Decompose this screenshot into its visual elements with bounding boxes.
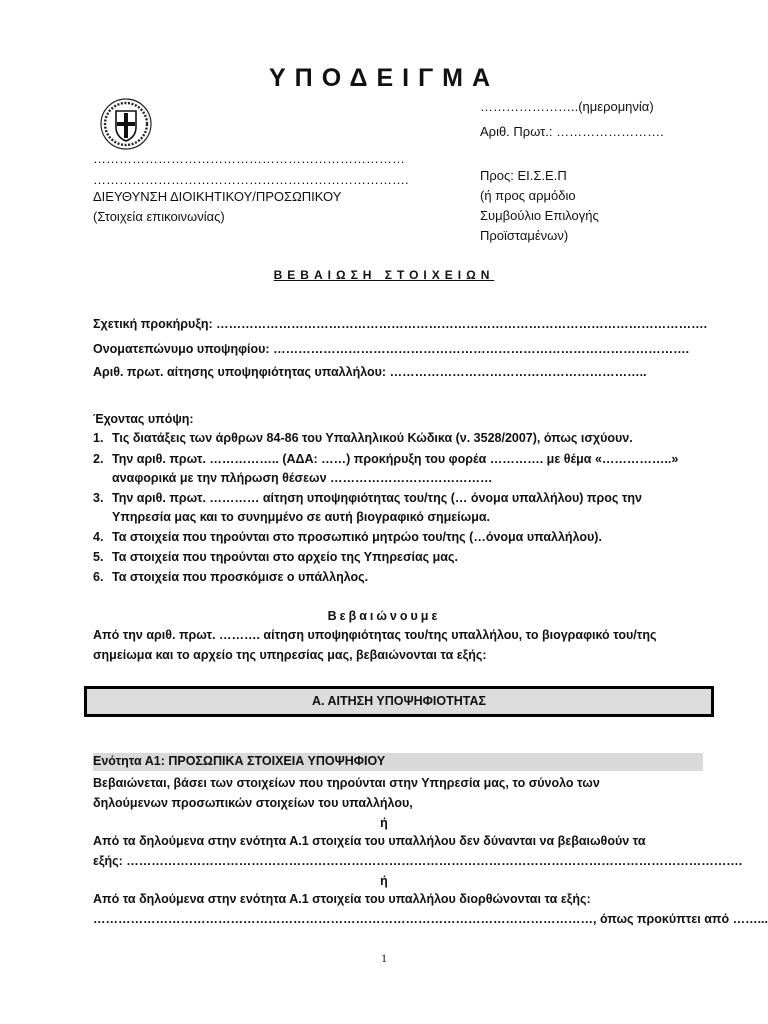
list-item-number: 4. [93,530,104,544]
application-number-field: Αριθ. πρωτ. αίτησης υποψηφιότητας υπαλλήλου: …………………………………………………….. [93,365,647,379]
protocol-number-field: Αριθ. Πρωτ.: ……………………. [480,124,664,139]
greek-coat-of-arms-seal [99,97,153,151]
unit-a1-paragraph-2-line-2: εξής: …………………………………………………………………………………………………………………………………. [93,854,743,868]
certify-paragraph-line-2: σημείωμα και το αρχείο της υπηρεσίας μας, βεβαιώνονται τα εξής: [93,648,487,662]
list-item-text: Τα στοιχεία που προσκόμισε ο υπάλληλος. [112,570,369,584]
unit-a1-heading: Ενότητα Α1: ΠΡΟΣΩΠΙΚΑ ΣΤΟΙΧΕΙΑ ΥΠΟΨΗΦΙΟΥ [93,754,386,768]
list-item-text: Τα στοιχεία που τηρούνται στο προσωπικό μητρώο του/της (…όνομα υπαλλήλου). [112,530,602,544]
list-item-text: Την αριθ. πρωτ. ………… αίτηση υποψηφιότητας του/της (… όνομα υπαλλήλου) προς την [112,491,643,505]
unit-a1-paragraph-3-line-2: …………………………………………………………………………………………………………, όπως προκύπτει από ……... [93,912,768,926]
list-item-text: Τα στοιχεία που τηρούνται στο αρχείο της Υπηρεσίας μας. [112,550,458,564]
list-item-number: 5. [93,550,104,564]
or-separator: ή [380,816,388,830]
list-item-text: Τις διατάξεις των άρθρων 84-86 του Υπαλληλικού Κώδικα (ν. 3528/2007), όπως ισχύουν. [112,431,633,445]
considering-list [93,431,703,591]
recipient-line-2: (ή προς αρμόδιο [480,188,576,203]
contact-details-label: (Στοιχεία επικοινωνίας) [93,209,225,224]
certificate-subtitle: ΒΕΒΑΙΩΣΗ ΣΤΟΙΧΕΙΩΝ [273,268,495,282]
section-a-header-box [84,686,714,717]
directorate-label: ΔΙΕΥΘΥΝΣΗ ΔΙΟΙΚΗΤΙΚΟΥ/ΠΡΟΣΩΠΙΚΟΥ [93,189,342,204]
certify-paragraph-line-1: Από την αριθ. πρωτ. ………. αίτηση υποψηφιότητας του/της υπαλλήλου, το βιογραφικό του/της [93,628,657,642]
certify-heading: Βεβαιώνουμε [327,609,441,623]
sender-line-1: ……………………………………………………………… [93,151,405,166]
unit-a1-paragraph-1-line-2: δηλούμενων προσωπικών στοιχείων του υπαλλήλου, [93,796,413,810]
page-number: 1 [381,951,387,965]
sender-line-2: ………………………………………………………………. [93,172,409,187]
document-title: ΥΠΟΔΕΙΓΜΑ [269,64,499,92]
list-item-number: 3. [93,491,104,505]
recipient-line-4: Προϊσταμένων) [480,228,569,243]
list-item-number: 2. [93,452,104,466]
recipient-line-3: Συμβούλιο Επιλογής [480,208,599,223]
considering-heading: Έχοντας υπόψη: [93,412,194,426]
date-field: …………………..(ημερομηνία) [480,99,654,114]
list-item-text: Την αριθ. πρωτ. …………….. (ΑΔΑ: ……) προκήρυξη του φορέα …………. με θέμα «……………..» [112,452,679,466]
section-a-title: Α. ΑΙΤΗΣΗ ΥΠΟΨΗΦΙΟΤΗΤΑΣ [311,694,487,708]
list-item-number: 1. [93,431,104,445]
list-item-text: αναφορικά με την πλήρωση θέσεων ………………………………… [112,471,493,485]
list-item-text: Υπηρεσία μας και το συνημμένο σε αυτή βιογραφικό σημείωμα. [112,510,491,524]
unit-a1-paragraph-1-line-1: Βεβαιώνεται, βάσει των στοιχείων που τηρούνται στην Υπηρεσία μας, το σύνολο των [93,776,600,790]
unit-a1-paragraph-3-line-1: Από τα δηλούμενα στην ενότητα Α.1 στοιχεία του υπαλλήλου διορθώνονται τα εξής: [93,892,591,906]
unit-a1-paragraph-2-line-1: Από τα δηλούμενα στην ενότητα Α.1 στοιχεία του υπαλλήλου δεν δύνανται να βεβαιωθούν τα [93,834,646,848]
recipient-line-1: Προς: ΕΙ.Σ.Ε.Π [480,168,567,183]
candidate-name-field: Ονοματεπώνυμο υποψηφίου: ………………………………………………………………………………………. [93,342,690,356]
announcement-field: Σχετική προκήρυξη: ………………………………………………………………………………………………………. [93,317,708,331]
list-item-number: 6. [93,570,104,584]
or-separator: ή [380,874,388,888]
